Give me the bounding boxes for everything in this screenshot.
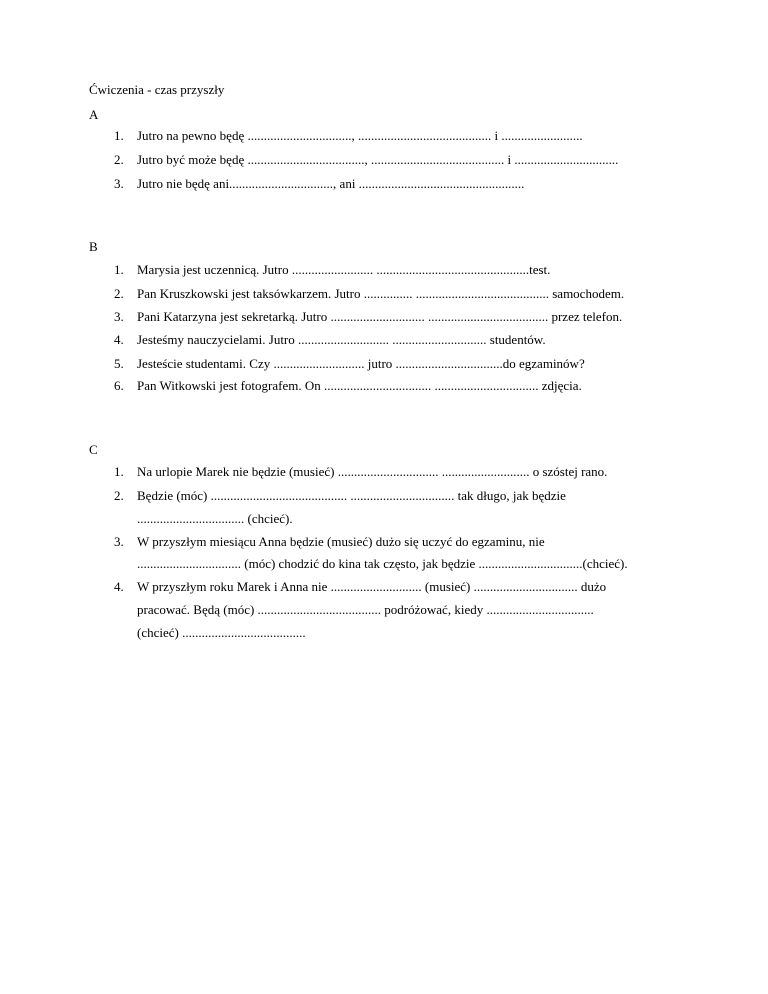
exercise-text: Jutro być może będę ...................................., ......................................... i ................................: [137, 152, 619, 167]
exercise-c-3: [114, 534, 545, 550]
exercise-a-2: [114, 152, 618, 168]
exercise-c-4: [114, 579, 606, 595]
exercise-text: Pani Katarzyna jest sekretarką. Jutro ............................. ..................................... przez telefon.: [137, 309, 623, 324]
exercise-c-2-continued: ................................. (chcieć).: [137, 511, 293, 526]
item-number: 3.: [114, 534, 124, 549]
item-number: 1.: [114, 262, 124, 277]
exercise-b-3: [114, 309, 622, 325]
item-number: 5.: [114, 356, 124, 371]
item-number: 4.: [114, 579, 124, 594]
item-number: 2.: [114, 152, 124, 167]
exercise-b-6: [114, 378, 582, 394]
exercise-c-4-continued-1: pracować. Będą (móc) ...................................... podróżować, kiedy .................................: [137, 602, 594, 617]
section-b-label: B: [89, 239, 98, 254]
exercise-text: W przyszłym roku Marek i Anna nie ............................ (musieć) ................................ dużo: [137, 579, 607, 594]
item-number: 3.: [114, 309, 124, 324]
item-number: 2.: [114, 286, 124, 301]
item-number: 3.: [114, 176, 124, 191]
exercise-a-1: [114, 128, 583, 144]
exercise-c-4-continued-2: (chcieć) ......................................: [137, 625, 306, 640]
exercise-text: Jutro nie będę ani................................, ani ...................................................: [137, 176, 525, 191]
exercise-b-4: [114, 332, 546, 348]
item-number: 1.: [114, 464, 124, 479]
section-a-label: A: [89, 107, 99, 122]
item-number: 4.: [114, 332, 124, 347]
exercise-b-2: [114, 286, 624, 302]
exercise-c-1: [114, 464, 607, 480]
exercise-b-1: [114, 262, 550, 278]
item-number: 6.: [114, 378, 124, 393]
exercise-text: W przyszłym miesiącu Anna będzie (musieć) dużo się uczyć do egzaminu, nie: [137, 534, 545, 549]
exercise-c-2: [114, 488, 566, 504]
section-c-label: C: [89, 442, 98, 457]
exercise-text: Na urlopie Marek nie będzie (musieć) ............................... ........................... o szóstej rano.: [137, 464, 608, 479]
item-number: 1.: [114, 128, 124, 143]
exercise-a-3: [114, 176, 524, 192]
exercise-text: Pan Witkowski jest fotografem. On ................................. ................................ zdjęcia.: [137, 378, 582, 393]
exercise-text: Jesteście studentami. Czy ............................ jutro .................................do egzaminów?: [137, 356, 585, 371]
item-number: 2.: [114, 488, 124, 503]
exercise-text: Pan Kruszkowski jest taksówkarzem. Jutro ............... ......................................... samochodem.: [137, 286, 625, 301]
exercise-text: Marysia jest uczennicą. Jutro ......................... ...............................................test.: [137, 262, 551, 277]
exercise-c-3-continued: ................................ (móc) chodzić do kina tak często, jak będzie ................................(chcieć).: [137, 556, 628, 571]
exercise-text: Będzie (móc) .......................................... ................................ tak długo, jak będzie: [137, 488, 566, 503]
page-title: Ćwiczenia - czas przyszły: [89, 82, 225, 97]
exercise-b-5: [114, 356, 585, 372]
exercise-text: Jutro na pewno będę ................................, ......................................... i .........................: [137, 128, 583, 143]
exercise-text: Jesteśmy nauczycielami. Jutro ............................ ............................. studentów.: [137, 332, 546, 347]
